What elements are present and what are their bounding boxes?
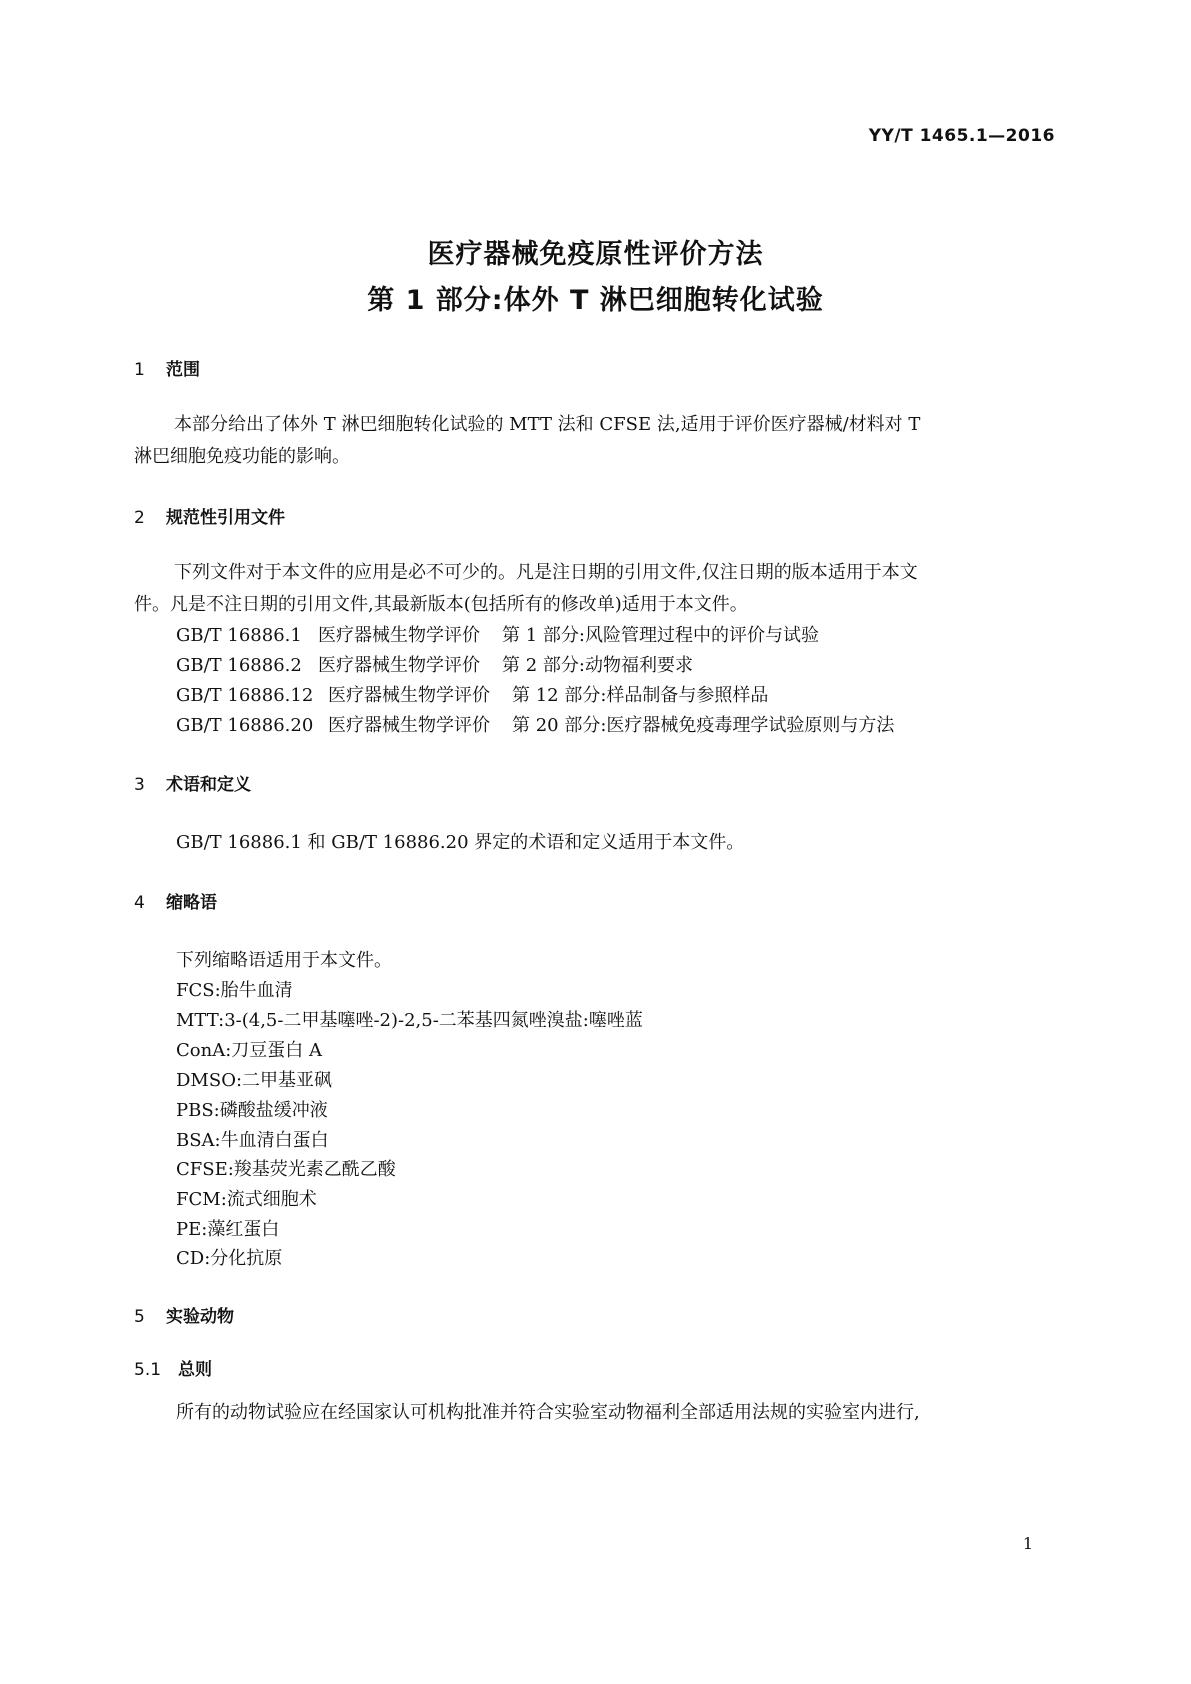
section-title: 实验动物	[166, 1307, 234, 1327]
reference-item	[176, 651, 693, 677]
section-title: 总则	[178, 1360, 212, 1380]
document-subtitle: 第 1 部分:体外 T 淋巴细胞转化试验	[367, 285, 824, 316]
reference-title: 医疗器械生物学评价	[328, 685, 490, 706]
abbreviation-item: ConA:刀豆蛋白 A	[176, 1040, 322, 1061]
reference-title: 医疗器械生物学评价	[328, 715, 490, 736]
abbreviation-item: BSA:牛血清白蛋白	[176, 1130, 329, 1151]
page-number: 1	[1022, 1534, 1033, 1553]
reference-code: GB/T 16886.12	[176, 685, 314, 706]
abbreviation-item: FCS:胎牛血清	[176, 980, 293, 1001]
abbreviation-item: DMSO:二甲基亚砜	[176, 1070, 333, 1091]
abbreviation-item: CD:分化抗原	[176, 1248, 283, 1269]
standard-number: YY/T 1465.1—2016	[868, 126, 1055, 146]
section-number: 3	[134, 775, 145, 795]
section-5-heading	[134, 1302, 234, 1327]
section-1-paragraph	[134, 409, 1058, 473]
reference-item	[176, 681, 768, 707]
section-1-heading	[134, 355, 200, 380]
reference-part: 第 12 部分:样品制备与参照样品	[512, 685, 769, 706]
section-5-1-paragraph: 所有的动物试验应在经国家认可机构批准并符合实验室动物福利全部适用法规的实验室内进行,	[176, 1402, 920, 1423]
document-title: 医疗器械免疫原性评价方法	[427, 239, 764, 270]
abbreviation-intro: 下列缩略语适用于本文件。	[176, 950, 392, 971]
reference-title: 医疗器械生物学评价	[318, 625, 480, 646]
section-number: 1	[134, 360, 145, 380]
abbreviation-item: PBS:磷酸盐缓冲液	[176, 1100, 328, 1121]
section-title: 术语和定义	[166, 775, 251, 795]
paragraph-line: 淋巴细胞免疫功能的影响。	[134, 446, 350, 467]
reference-item	[176, 621, 819, 647]
paragraph-line: 件。凡是不注日期的引用文件,其最新版本(包括所有的修改单)适用于本文件。	[134, 594, 748, 615]
section-5-1-heading	[134, 1355, 212, 1380]
reference-item	[176, 711, 894, 737]
section-number: 2	[134, 508, 145, 528]
abbreviation-item: CFSE:羧基荧光素乙酰乙酸	[176, 1159, 396, 1180]
reference-code: GB/T 16886.2	[176, 655, 302, 676]
reference-part: 第 1 部分:风险管理过程中的评价与试验	[502, 625, 819, 646]
reference-part: 第 2 部分:动物福利要求	[502, 655, 693, 676]
abbreviation-item: FCM:流式细胞术	[176, 1189, 317, 1210]
paragraph-line: 本部分给出了体外 T 淋巴细胞转化试验的 MTT 法和 CFSE 法,适用于评价医疗器械/材料对 T	[174, 414, 921, 435]
section-4-heading	[134, 888, 217, 913]
reference-title: 医疗器械生物学评价	[318, 655, 480, 676]
section-number: 5.1	[134, 1360, 162, 1380]
paragraph-line: 下列文件对于本文件的应用是必不可少的。凡是注日期的引用文件,仅注日期的版本适用于本文	[174, 562, 918, 583]
reference-part: 第 20 部分:医疗器械免疫毒理学试验原则与方法	[512, 715, 895, 736]
reference-code: GB/T 16886.20	[176, 715, 314, 736]
section-title: 缩略语	[166, 893, 217, 913]
section-2-paragraph	[134, 557, 1058, 621]
section-title: 规范性引用文件	[166, 508, 285, 528]
section-title: 范围	[166, 360, 200, 380]
reference-code: GB/T 16886.1	[176, 625, 302, 646]
section-number: 4	[134, 893, 145, 913]
section-3-paragraph: GB/T 16886.1 和 GB/T 16886.20 界定的术语和定义适用于本文件。	[176, 832, 745, 853]
section-2-heading	[134, 503, 285, 528]
abbreviation-item: PE:藻红蛋白	[176, 1219, 280, 1240]
section-3-heading	[134, 770, 251, 795]
section-number: 5	[134, 1307, 145, 1327]
abbreviation-item: MTT:3-(4,5-二甲基噻唑-2)-2,5-二苯基四氮唑溴盐:噻唑蓝	[176, 1010, 643, 1031]
